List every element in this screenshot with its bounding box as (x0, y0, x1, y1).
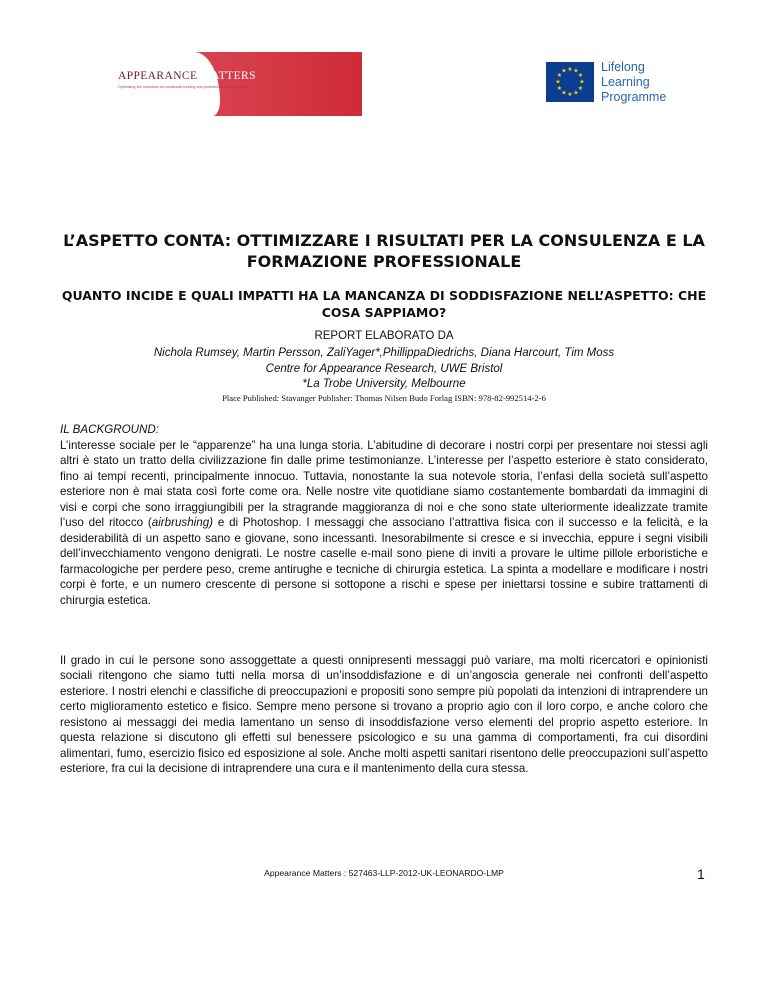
document-subtitle: QUANTO INCIDE E QUALI IMPATTI HA LA MANCANZA DI SODDISFAZIONE NELL’ASPETTO: CHE COSA SAPPIAMO? (61, 288, 707, 320)
svg-text:★: ★ (555, 78, 561, 86)
page-footer: Appearance Matters : 527463-LLP-2012-UK-LEONARDO-LMP (264, 868, 504, 878)
paragraph-2: Il grado in cui le persone sono assoggettate a questi onnipresenti messaggi può variare, ma molti ricercatori e opinionisti sociali ritengono che siamo tutti nella morsa di un’insoddisfazione e di un’angoscia generale nei confronti dell’aspetto esteriore. I nostri elenchi e classifiche di preoccupazioni e propositi sono sempre più popolati da intenzioni di intraprendere un certo miglioramento estetico e fisico. Sempre meno persone si trovano a proprio agio con il loro corpo, e anche coloro che resistono ai messaggi dei media lamentano un senso di insoddisfazione verso elementi del proprio aspetto esteriore. In questa relazione si discutono gli effetti sul benessere psicologico e su una gamma di comportamenti, fra cui disordini alimentari, fumo, esercizio fisico ed esposizione al sole. Anche molti aspetti sanitari risentono delle preoccupazioni sull’aspetto esteriore, fra cui la decisione di intraprendere una cura e il mantenimento della cura stessa. (60, 654, 708, 776)
svg-text:★: ★ (561, 89, 567, 97)
authors-list: Nichola Rumsey, Martin Persson, ZaliYager*,PhillippaDiedrichs, Diana Harcourt, Tim Moss (153, 347, 615, 359)
eu-stars (546, 62, 594, 102)
report-label: REPORT ELABORATO DA (314, 330, 454, 342)
svg-text:★: ★ (556, 85, 563, 92)
logo-white-curve (100, 52, 220, 116)
appearance-matters-logo (100, 52, 362, 116)
section-heading-background: IL BACKGROUND: (60, 423, 159, 436)
lifelong-learning-programme-logo (546, 60, 696, 106)
svg-text:★: ★ (577, 85, 584, 92)
llp-wordmark: Lifelong Learning Programme (601, 60, 667, 104)
svg-text:★: ★ (573, 89, 579, 97)
svg-text:★: ★ (556, 72, 563, 79)
paragraph-1: L’interesse sociale per le “apparenze” ha una lunga storia. L’abitudine di decorare i nostri corpi per presentare noi stessi agli altri è stato un tratto della civilizzazione fin dalle prime testimonianze. L’interesse per l’aspetto esteriore è stato considerato, fino ai tempi recenti, principalmente innocuo. Tuttavia, nonostante la sua notevole storia, l’enfasi della società sull’aspetto esteriore non è mai stata così forte come ora. Nelle nostre vite quotidiane siamo costantemente bombardati da immagini di visi e corpi che sono irraggiungibili per la stragrande maggioranza di noi e che sono state ulteriormente idealizzate tramite l’uso del ritocco (airbrushing) e di Photoshop. I messaggi che associano l’attrattiva fisica con il successo e la felicità, e la desiderabilità di un aspetto sano e giovane, sono incessanti. Inesorabilmente si cresce e si invecchia, eppure i segni visibili dell’invecchiamento vengono denigrati. Le nostre caselle e-mail sono piene di inviti a provare le ultime pillole erboristiche e farmacologiche per perdere peso, creme antirughe e tecniche di chirurgia estetica. La spinta a modellare e modificare i nostri corpi è forte, e un numero crescente di persone si sottopone a rischi e spese per iniettarsi tossine e subire trattamenti di chirurgia estetica. (60, 439, 708, 607)
page-number: 1 (697, 866, 705, 882)
authors-block (0, 346, 768, 393)
publication-info: Place Published: Stavanger Publisher: Thomas Nilsen Budo Forlag ISBN: 978-82-992514-2-6 (222, 393, 546, 403)
svg-text:★: ★ (567, 91, 573, 98)
document-title: L’ASPETTO CONTA: OTTIMIZZARE I RISULTATI PER LA CONSULENZA E LA FORMAZIONE PROFESSIONALE (63, 231, 705, 271)
eu-flag-icon (546, 62, 594, 102)
svg-text:★: ★ (567, 66, 573, 73)
logo-wordmark: APPEARANCE MATTERS (118, 70, 256, 82)
svg-text:★: ★ (561, 67, 567, 75)
research-centre: Centre for Appearance Research, UWE Bristol (265, 362, 503, 375)
svg-text:★: ★ (577, 72, 584, 79)
svg-text:★: ★ (573, 67, 579, 75)
affiliation: *La Trobe University, Melbourne (302, 378, 466, 390)
svg-text:★: ★ (579, 78, 585, 86)
logo-tagline: Optimising the outcomes for vocational training and professional development (118, 85, 247, 89)
